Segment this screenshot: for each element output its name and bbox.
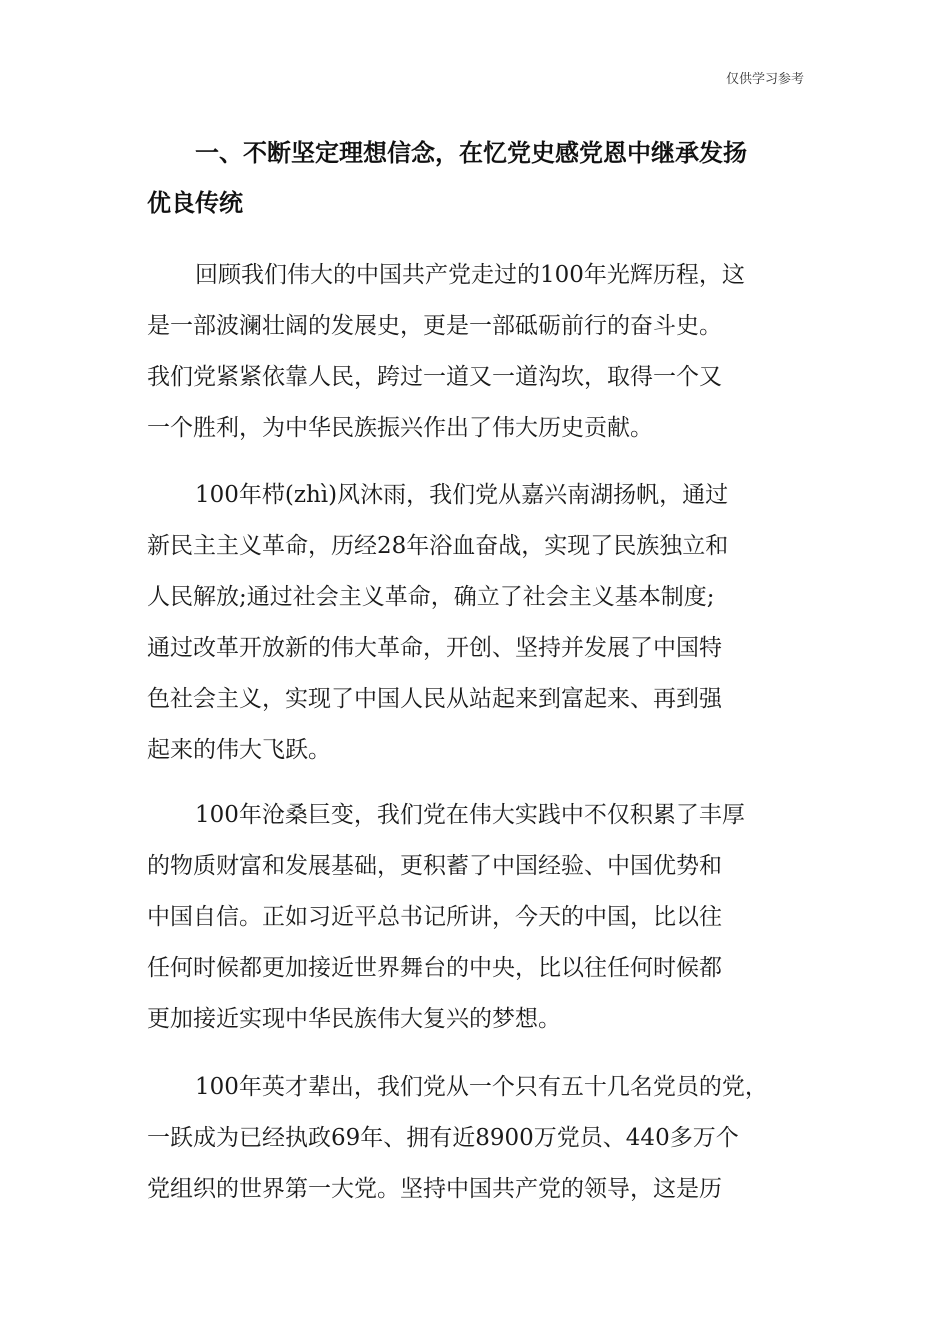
- paragraph-line: 色社会主义，实现了中国人民从站起来到富起来、再到强: [147, 686, 722, 712]
- paragraph-line: 党组织的世界第一大党。坚持中国共产党的领导，这是历: [147, 1176, 722, 1202]
- paragraph-4: [147, 1062, 827, 1215]
- paragraph-line: 新民主主义革命，历经28年浴血奋战，实现了民族独立和: [147, 533, 729, 559]
- heading-line: 优良传统: [147, 188, 243, 217]
- paragraph-line: 100年英才辈出，我们党从一个只有五十几名党员的党，: [195, 1074, 768, 1100]
- paragraph-line: 起来的伟大飞跃。: [147, 737, 331, 763]
- section-heading: [147, 128, 807, 228]
- paragraph-1: [147, 250, 827, 454]
- paragraph-line: 我们党紧紧依靠人民，跨过一道又一道沟坎，取得一个又: [147, 364, 722, 390]
- paragraph-line: 100年沧桑巨变，我们党在伟大实践中不仅积累了丰厚: [195, 802, 745, 828]
- paragraph-line: 更加接近实现中华民族伟大复兴的梦想。: [147, 1006, 561, 1032]
- paragraph-3: [147, 790, 827, 1045]
- paragraph-line: 中国自信。正如习近平总书记所讲，今天的中国，比以往: [147, 904, 722, 930]
- header-note: 仅供学习参考: [725, 72, 804, 87]
- paragraph-line: 回顾我们伟大的中国共产党走过的100年光辉历程，这: [195, 262, 745, 288]
- paragraph-line: 通过改革开放新的伟大革命，开创、坚持并发展了中国特: [147, 635, 722, 661]
- paragraph-line: 100年栉(zhì)风沐雨，我们党从嘉兴南湖扬帆，通过: [195, 482, 729, 508]
- paragraph-line: 是一部波澜壮阔的发展史，更是一部砥砺前行的奋斗史。: [147, 313, 722, 339]
- paragraph-line: 的物质财富和发展基础，更积蓄了中国经验、中国优势和: [147, 853, 722, 879]
- heading-line: 一、不断坚定理想信念，在忆党史感党恩中继承发扬: [195, 138, 747, 167]
- paragraph-2: [147, 470, 827, 776]
- paragraph-line: 一跃成为已经执政69年、拥有近8900万党员、440多万个: [147, 1125, 739, 1151]
- paragraph-line: 任何时候都更加接近世界舞台的中央，比以往任何时候都: [147, 955, 722, 981]
- paragraph-line: 一个胜利，为中华民族振兴作出了伟大历史贡献。: [147, 415, 653, 441]
- paragraph-line: 人民解放;通过社会主义革命，确立了社会主义基本制度;: [147, 584, 715, 610]
